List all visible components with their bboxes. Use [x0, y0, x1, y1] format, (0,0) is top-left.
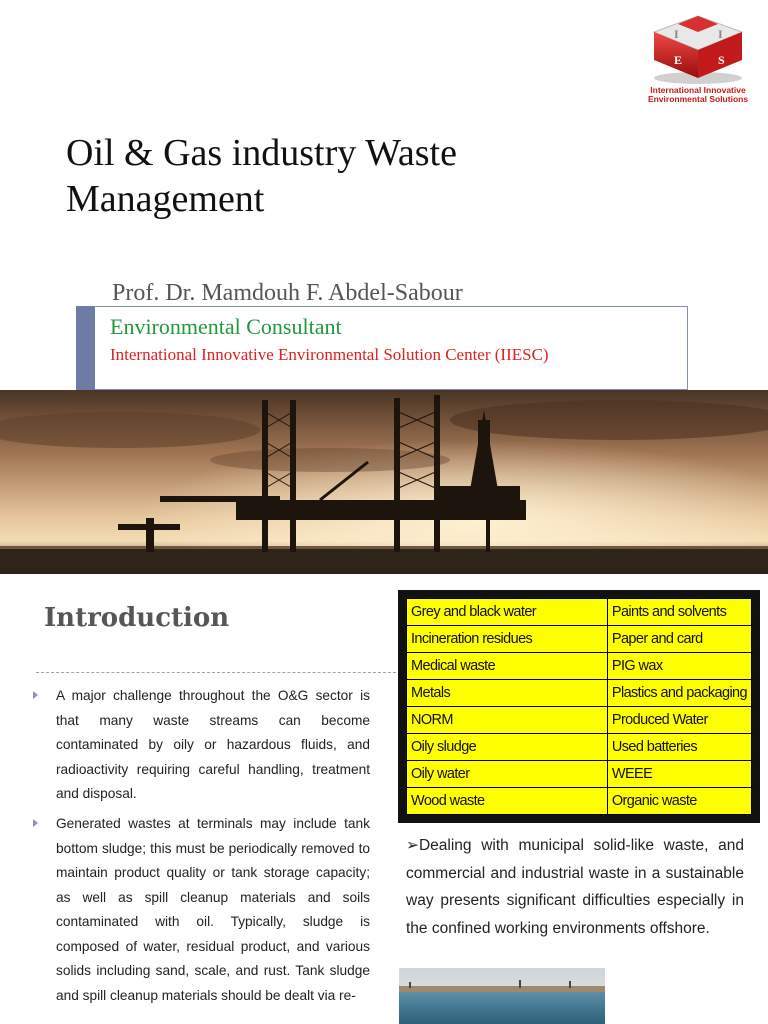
- intro-bullet: A major challenge throughout the O&G sector is that many waste streams can become contaminated by oily or hazardous fluids, and radioactivity requiring careful handling, treatment and disposal.: [56, 688, 370, 801]
- logo-caption-line1: International Innovative: [650, 85, 746, 95]
- author-accent-bar: [76, 306, 95, 390]
- svg-text:I: I: [718, 27, 723, 41]
- waste-types-table-frame: [398, 590, 760, 823]
- table-cell: Incineration residues: [407, 626, 608, 653]
- table-cell: Organic waste: [607, 788, 751, 815]
- table-row: [407, 707, 752, 734]
- table-cell: WEEE: [607, 761, 751, 788]
- waste-types-table: [406, 598, 752, 815]
- table-cell: Produced Water: [607, 707, 751, 734]
- bullet-arrow-icon: [33, 819, 38, 827]
- author-role: Environmental Consultant: [110, 314, 342, 339]
- author-name: Prof. Dr. Mamdouh F. Abdel-Sabour: [112, 280, 463, 306]
- waste-pond-photo: [399, 968, 605, 1024]
- iiesc-logo: [634, 8, 762, 106]
- author-organization: International Innovative Environmental Solution Center (IIESC): [110, 345, 549, 364]
- logo-cube-icon: [634, 8, 762, 86]
- table-cell: NORM: [407, 707, 608, 734]
- table-row: [407, 653, 752, 680]
- table-row: [407, 761, 752, 788]
- bullet-arrow-icon: [33, 691, 38, 699]
- intro-divider: [36, 672, 396, 673]
- table-row: [407, 599, 752, 626]
- table-row: [407, 734, 752, 761]
- table-row: [407, 626, 752, 653]
- svg-text:I: I: [674, 27, 679, 41]
- table-row: [407, 680, 752, 707]
- table-cell: PIG wax: [607, 653, 751, 680]
- svg-text:S: S: [718, 53, 725, 67]
- table-cell: Wood waste: [407, 788, 608, 815]
- dealing-paragraph: ➢Dealing with municipal solid-like waste, and commercial and industrial waste in a sustainable way presents significant difficulties especially in the confined working environments offshore.: [406, 837, 744, 937]
- intro-heading: Introduction: [44, 603, 230, 633]
- table-cell: Used batteries: [607, 734, 751, 761]
- table-row: [407, 788, 752, 815]
- slide-title: Oil & Gas industry Waste Management: [66, 132, 457, 220]
- table-cell: Oily water: [407, 761, 608, 788]
- table-cell: Paper and card: [607, 626, 751, 653]
- offshore-rig-photo: [0, 390, 768, 574]
- table-cell: Medical waste: [407, 653, 608, 680]
- table-cell: Grey and black water: [407, 599, 608, 626]
- logo-caption-line2: Environmental Solutions: [647, 94, 749, 104]
- table-cell: Metals: [407, 680, 608, 707]
- table-cell: Oily sludge: [407, 734, 608, 761]
- intro-bullet: Generated wastes at terminals may include tank bottom sludge; this must be periodically removed to maintain product quality or tank storage capacity; as well as spill cleanup materials and soils contaminated with oil. Typically, sludge is composed of water, residual product, and various solids including sand, scale, and rust. Tank sludge and spill cleanup materials should be dealt via re-: [56, 816, 370, 1003]
- table-cell: Paints and solvents: [607, 599, 751, 626]
- svg-text:E: E: [674, 53, 683, 67]
- table-cell: Plastics and packaging: [607, 680, 751, 707]
